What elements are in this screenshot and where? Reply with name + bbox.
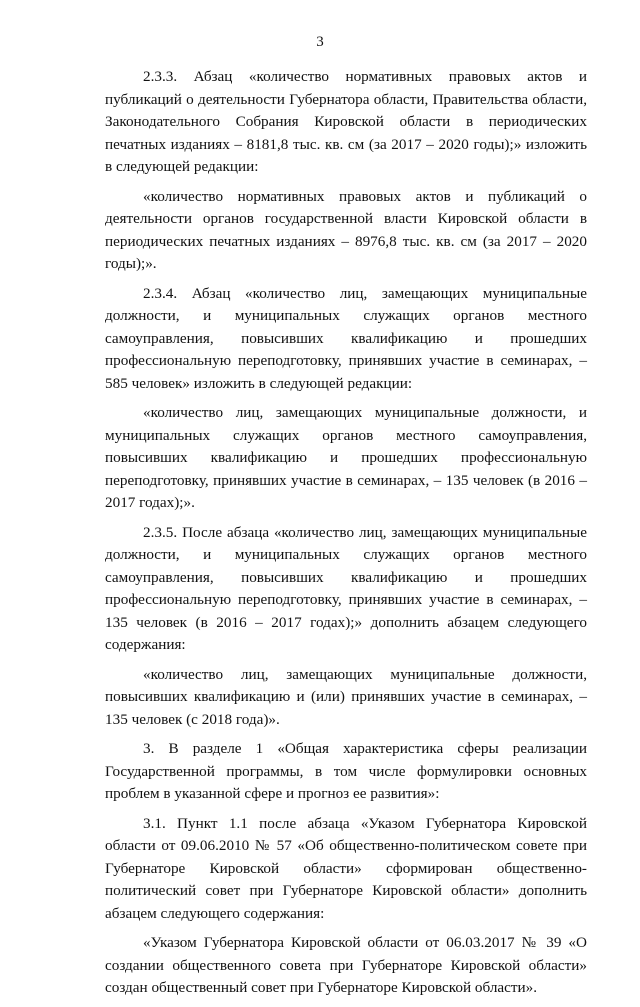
paragraph-3-1-new-text: «Указом Губернатора Кировской области от 06.03.2017 № 39 «О создании общественного совета при Губернаторе Кировской области» создан общественный совет при Губернаторе Кировской области». (105, 934, 587, 996)
paragraph-3: 3. В разделе 1 «Общая характеристика сферы реализации Государственной программы, в том числе формулировки основных проблем в указанной сфере и прогноз ее развития»: (105, 740, 587, 802)
paragraph-2-3-4-new-text: «количество лиц, замещающих муниципальные должности, и муниципальных служащих органов местного самоуправления, повысивших квалификацию и прошедших профессиональную переподготовку, принявших участие в семинарах, – 135 человек (в 2016 – 2017 годах);». (105, 404, 587, 511)
paragraph-2-3-5: 2.3.5. После абзаца «количество лиц, замещающих муниципальные должности, и муниципальных служащих органов местного самоуправления, повысивших квалификацию и прошедших профессиональную переподготовку, принявших участие в семинарах, – 135 человек (в 2016 – 2017 годах);» дополнить абзацем следующего содержания: (105, 523, 587, 653)
paragraph-2-3-5-new-text: «количество лиц, замещающих муниципальные должности, повысивших квалификацию и (или) принявших участие в семинарах, – 135 человек (с 2018 года)». (105, 665, 587, 728)
paragraph-2-3-4: 2.3.4. Абзац «количество лиц, замещающих муниципальные должности, и муниципальных служащих органов местного самоуправления, повысивших квалификацию и прошедших профессиональную переподготовку, принявших участие в семинарах, – 585 человек» изложить в следующей редакции: (105, 284, 587, 392)
document-body (105, 66, 587, 1007)
paragraph-2-3-3-new-text: «количество нормативных правовых актов и публикаций о деятельности органов государственной власти Кировской области в периодических печатных изданиях – 8976,8 тыс. кв. см (за 2017 – 2020 годы);». (105, 187, 587, 272)
page-number: 3 (316, 34, 324, 50)
paragraph-2-3-3: 2.3.3. Абзац «количество нормативных правовых актов и публикаций о деятельности Губернатора области, Правительства области, Законодательного Собрания Кировской области в периодических печатных изданиях – 8181,8 тыс. кв. см (за 2017 – 2020 годы);» изложить в следующей редакции: (105, 68, 587, 175)
paragraph-3-1: 3.1. Пункт 1.1 после абзаца «Указом Губернатора Кировской области от 09.06.2010 № 57 «Об общественно-политическом совете при Губернаторе Кировской области» сформирован общественно-политический совет при Губернаторе Кировской области» дополнить абзацем следующего содержания: (105, 814, 587, 922)
